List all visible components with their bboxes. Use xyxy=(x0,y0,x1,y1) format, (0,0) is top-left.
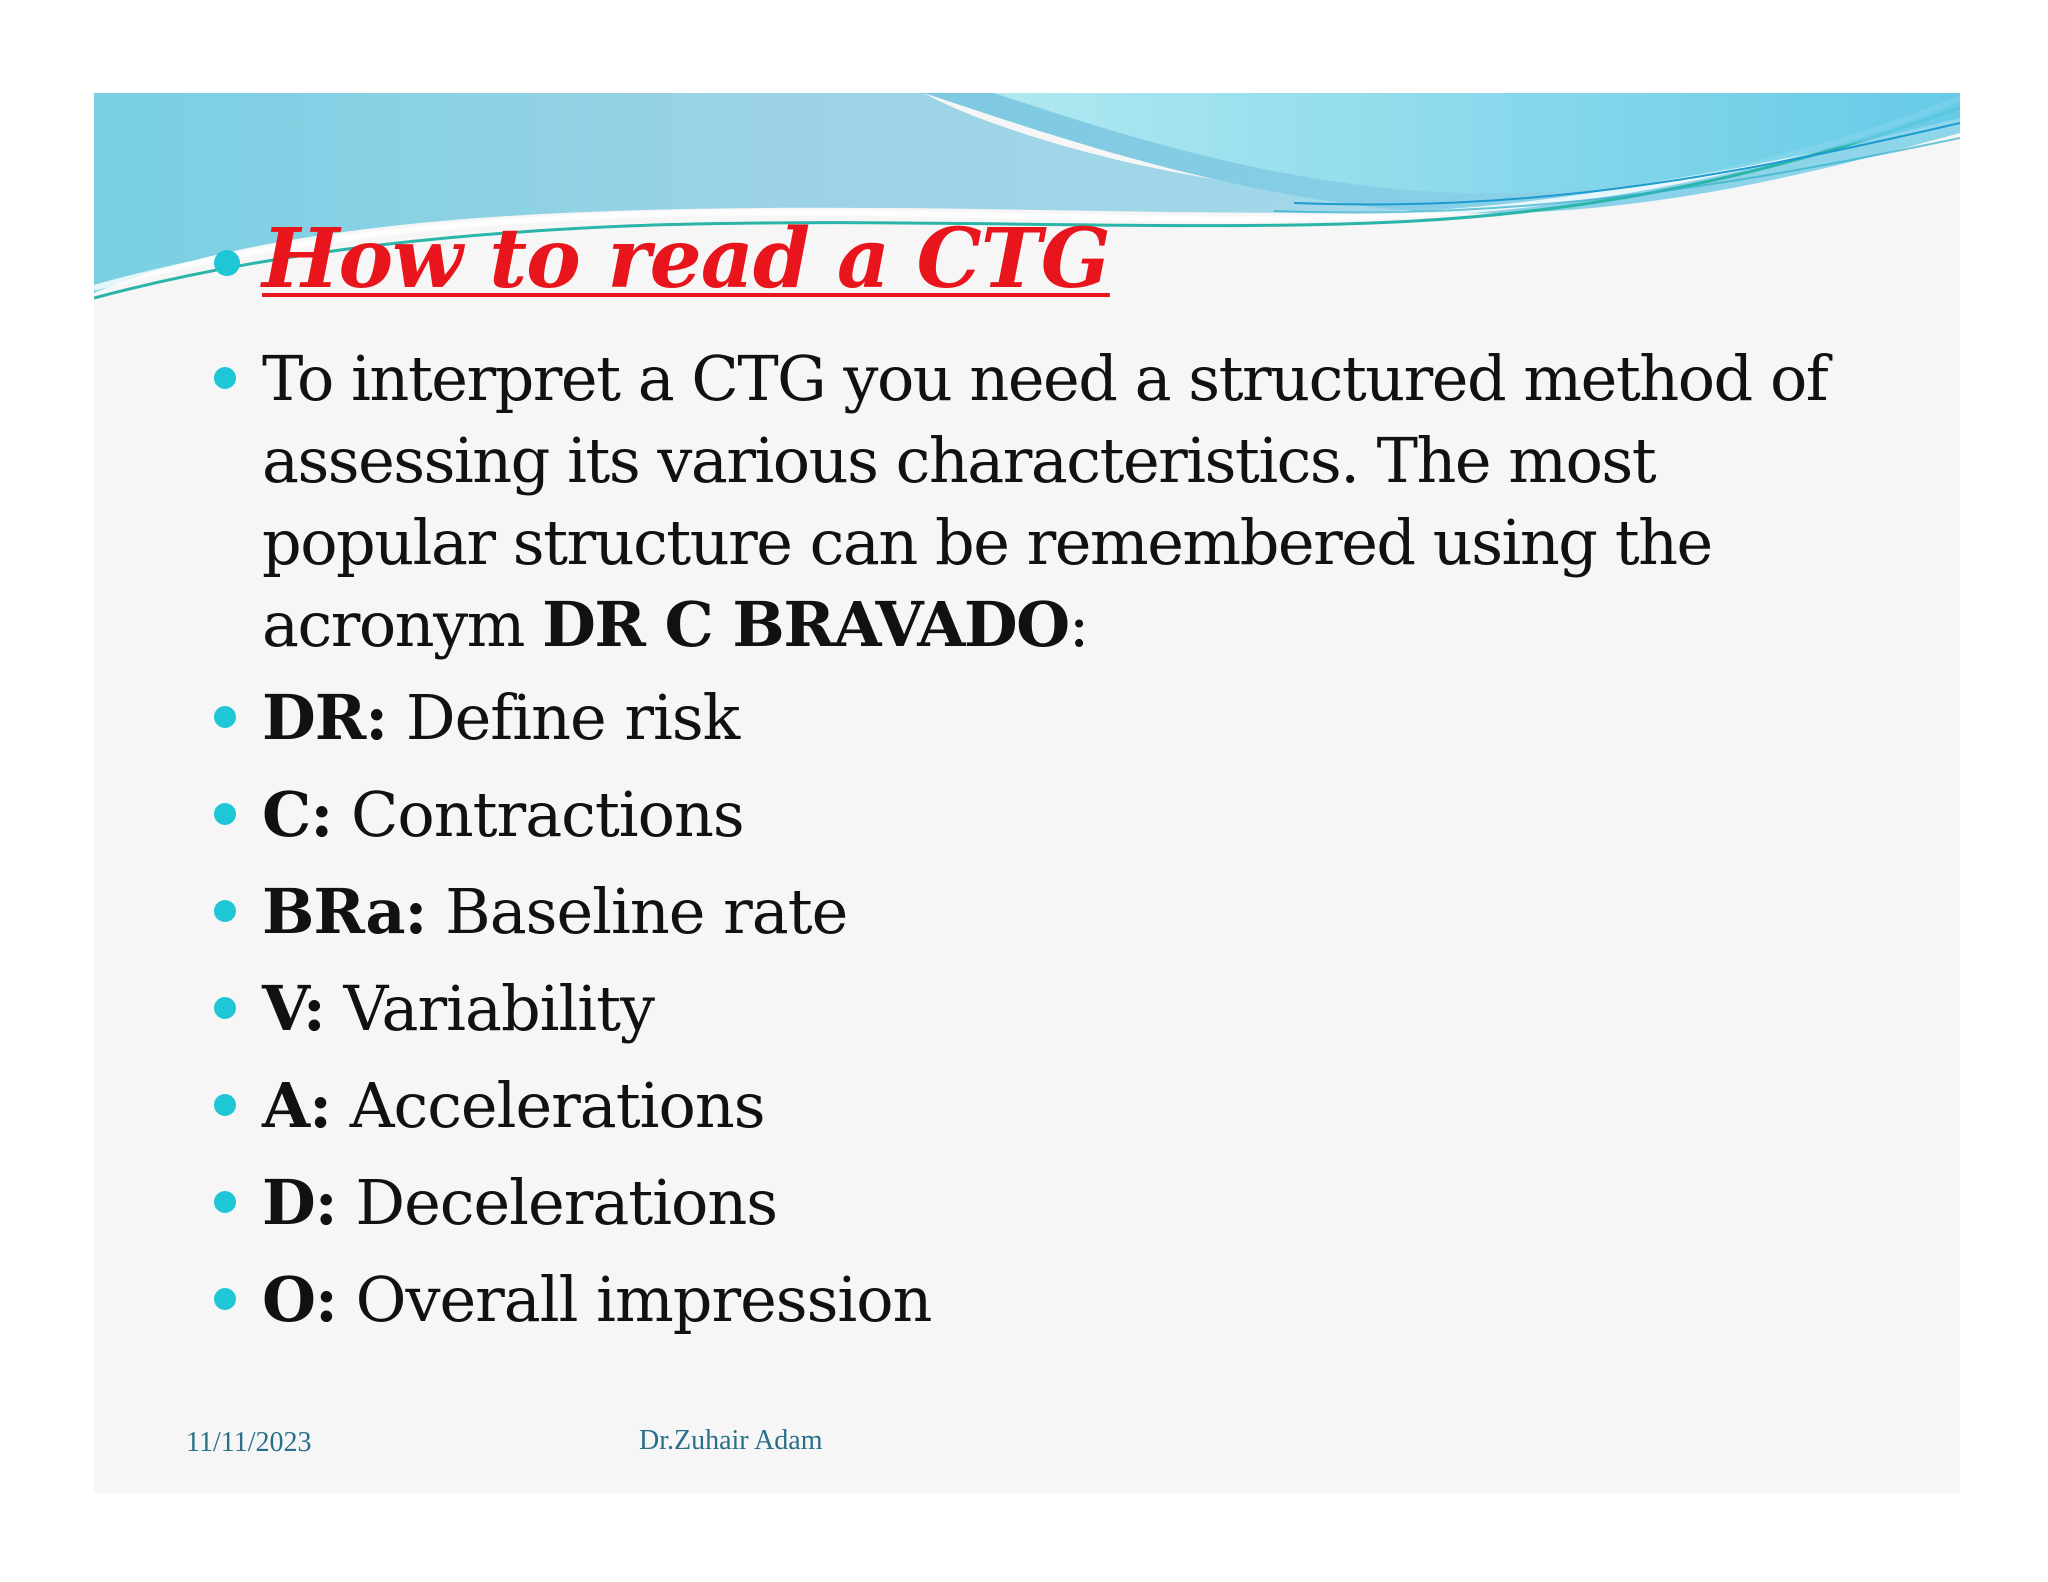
list-item xyxy=(262,968,654,1050)
item-bullet-icon xyxy=(214,1288,236,1310)
intro-acronym: DR C BRAVADO xyxy=(542,588,1069,661)
slide xyxy=(94,93,1960,1493)
item-bullet-icon xyxy=(214,803,236,825)
item-bullet-icon xyxy=(214,1094,236,1116)
intro-text: To interpret a CTG you need a structured method of assessing its various characteristics. The most popular structure can be remembered using the acronym xyxy=(262,342,1828,661)
footer-author: Dr.Zuhair Adam xyxy=(639,1425,823,1456)
list-item xyxy=(262,1259,932,1341)
item-text: Accelerations xyxy=(331,1069,765,1142)
item-text: Define risk xyxy=(387,681,740,754)
item-bullet-icon xyxy=(214,1191,236,1213)
list-item xyxy=(262,677,739,759)
item-text: Decelerations xyxy=(336,1166,778,1239)
item-text: Baseline rate xyxy=(426,875,848,948)
intro-suffix: : xyxy=(1068,588,1088,661)
list-item xyxy=(262,774,744,856)
item-key: BRa: xyxy=(262,875,427,948)
item-bullet-icon xyxy=(214,997,236,1019)
slide-title: How to read a CTG xyxy=(262,211,1110,307)
item-text: Overall impression xyxy=(336,1263,932,1336)
item-key: V: xyxy=(262,972,325,1045)
intro-bullet-icon xyxy=(214,367,236,389)
item-key: DR: xyxy=(262,681,388,754)
item-text: Contractions xyxy=(332,778,744,851)
footer-date: 11/11/2023 xyxy=(186,1427,312,1458)
intro-paragraph xyxy=(262,338,1882,666)
list-item xyxy=(262,871,847,953)
item-bullet-icon xyxy=(214,706,236,728)
item-key: D: xyxy=(262,1166,337,1239)
item-key: A: xyxy=(262,1069,331,1142)
item-key: O: xyxy=(262,1263,337,1336)
item-bullet-icon xyxy=(214,900,236,922)
item-key: C: xyxy=(262,778,333,851)
item-text: Variability xyxy=(324,972,655,1045)
list-item xyxy=(262,1065,765,1147)
list-item xyxy=(262,1162,777,1244)
title-bullet-icon xyxy=(214,250,240,276)
